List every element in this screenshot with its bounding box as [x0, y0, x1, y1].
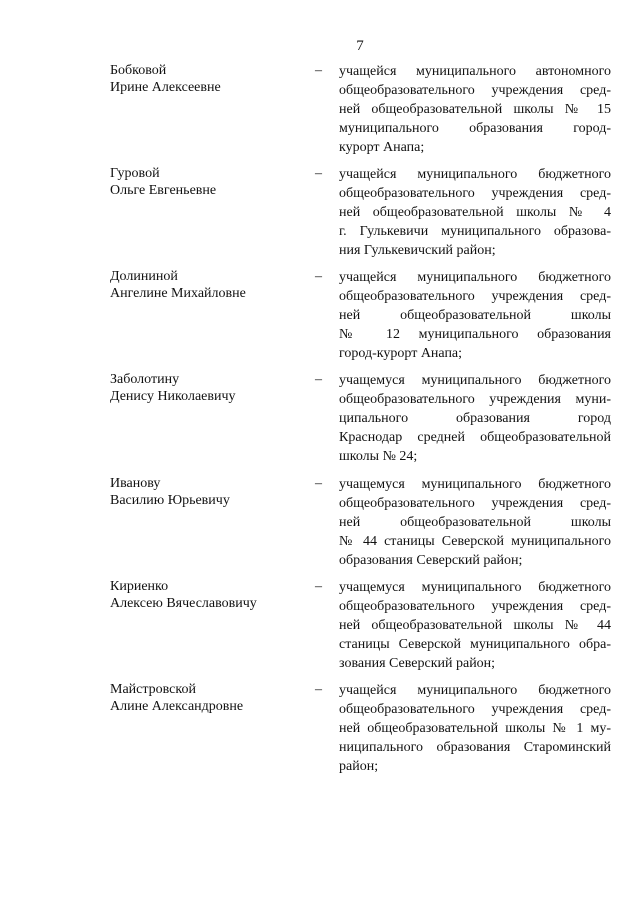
recipient-surname: Майстровской	[110, 682, 196, 697]
recipient-given-names: Ольге Евгеньевне	[110, 183, 217, 198]
recipient-surname: Долининой	[110, 269, 178, 284]
recipient-given-names: Алексею Вячеславовичу	[110, 596, 257, 611]
dash-separator: –	[315, 269, 322, 284]
description-line: ней общеобразовательной школы № 44	[339, 618, 611, 633]
recipient-name	[110, 475, 310, 509]
description-line: общеобразовательного учреждения сред-	[339, 289, 611, 304]
recipient-surname: Бобковой	[110, 63, 167, 78]
recipient-given-names: Ирине Алексеевне	[110, 80, 221, 95]
dash-separator: –	[315, 372, 322, 387]
recipient-given-names: Ангелине Михайловне	[110, 286, 246, 301]
description-line: район;	[339, 759, 379, 774]
dash-separator: –	[315, 579, 322, 594]
recipient-name	[110, 165, 310, 199]
description-line: станицы Северской муниципального обра-	[339, 637, 611, 652]
recipient-name	[110, 681, 310, 715]
recipient-surname: Заболотину	[110, 372, 180, 387]
recipient-name	[110, 578, 310, 612]
description-line: город-курорт Анапа;	[339, 346, 463, 361]
description-line: общеобразовательного учреждения сред-	[339, 186, 611, 201]
description-line: муниципального образования город-	[339, 121, 611, 136]
recipient-description	[339, 165, 611, 260]
description-line: ния Гулькевичский район;	[339, 243, 496, 258]
description-line: ней общеобразовательной школы № 15	[339, 102, 611, 117]
description-line: общеобразовательного учреждения муни-	[339, 392, 611, 407]
description-line: общеобразовательного учреждения сред-	[339, 599, 611, 614]
recipient-description	[339, 62, 611, 157]
description-line: общеобразовательного учреждения сред-	[339, 83, 611, 98]
description-line: образования Северский район;	[339, 553, 523, 568]
recipient-given-names: Василию Юрьевичу	[110, 493, 230, 508]
description-line: общеобразовательного учреждения сред-	[339, 702, 611, 717]
recipient-given-names: Денису Николаевичу	[110, 389, 236, 404]
description-line: учащейся муниципального бюджетного	[339, 270, 611, 285]
recipient-description	[339, 681, 611, 776]
description-line: Краснодар средней общеобразовательной	[339, 430, 611, 445]
description-line: школы № 24;	[339, 449, 418, 464]
description-line: учащемуся муниципального бюджетного	[339, 373, 611, 388]
recipient-name	[110, 268, 310, 302]
description-line: № 12 муниципального образования	[339, 327, 611, 342]
recipient-surname: Кириенко	[110, 579, 169, 594]
recipient-given-names: Алине Александровне	[110, 699, 244, 714]
dash-separator: –	[315, 63, 322, 78]
recipient-description	[339, 371, 611, 466]
description-line: учащейся муниципального бюджетного	[339, 683, 611, 698]
recipient-surname: Иванову	[110, 476, 161, 491]
recipient-description	[339, 268, 611, 363]
description-line: учащейся муниципального автономного	[339, 64, 611, 79]
page-number: 7	[356, 38, 364, 54]
dash-separator: –	[315, 166, 322, 181]
description-line: учащейся муниципального бюджетного	[339, 167, 611, 182]
description-line: общеобразовательного учреждения сред-	[339, 496, 611, 511]
description-line: курорт Анапа;	[339, 140, 425, 155]
description-line: ниципального образования Староминский	[339, 740, 611, 755]
description-line: зования Северский район;	[339, 656, 496, 671]
description-line: учащемуся муниципального бюджетного	[339, 477, 611, 492]
description-line: ней общеобразовательной школы	[339, 515, 611, 530]
description-line: учащемуся муниципального бюджетного	[339, 580, 611, 595]
recipient-description	[339, 475, 611, 570]
description-line: ней общеобразовательной школы	[339, 308, 611, 323]
dash-separator: –	[315, 476, 322, 491]
description-line: ней общеобразовательной школы № 4	[339, 205, 611, 220]
recipient-name	[110, 62, 310, 96]
recipient-description	[339, 578, 611, 673]
description-line: ципального образования город	[339, 411, 611, 426]
description-line: ней общеобразовательной школы № 1 му-	[339, 721, 611, 736]
recipient-surname: Гуровой	[110, 166, 160, 181]
description-line: № 44 станицы Северской муниципального	[339, 534, 611, 549]
dash-separator: –	[315, 682, 322, 697]
description-line: г. Гулькевичи муниципального образова-	[339, 224, 611, 239]
recipient-name	[110, 371, 310, 405]
